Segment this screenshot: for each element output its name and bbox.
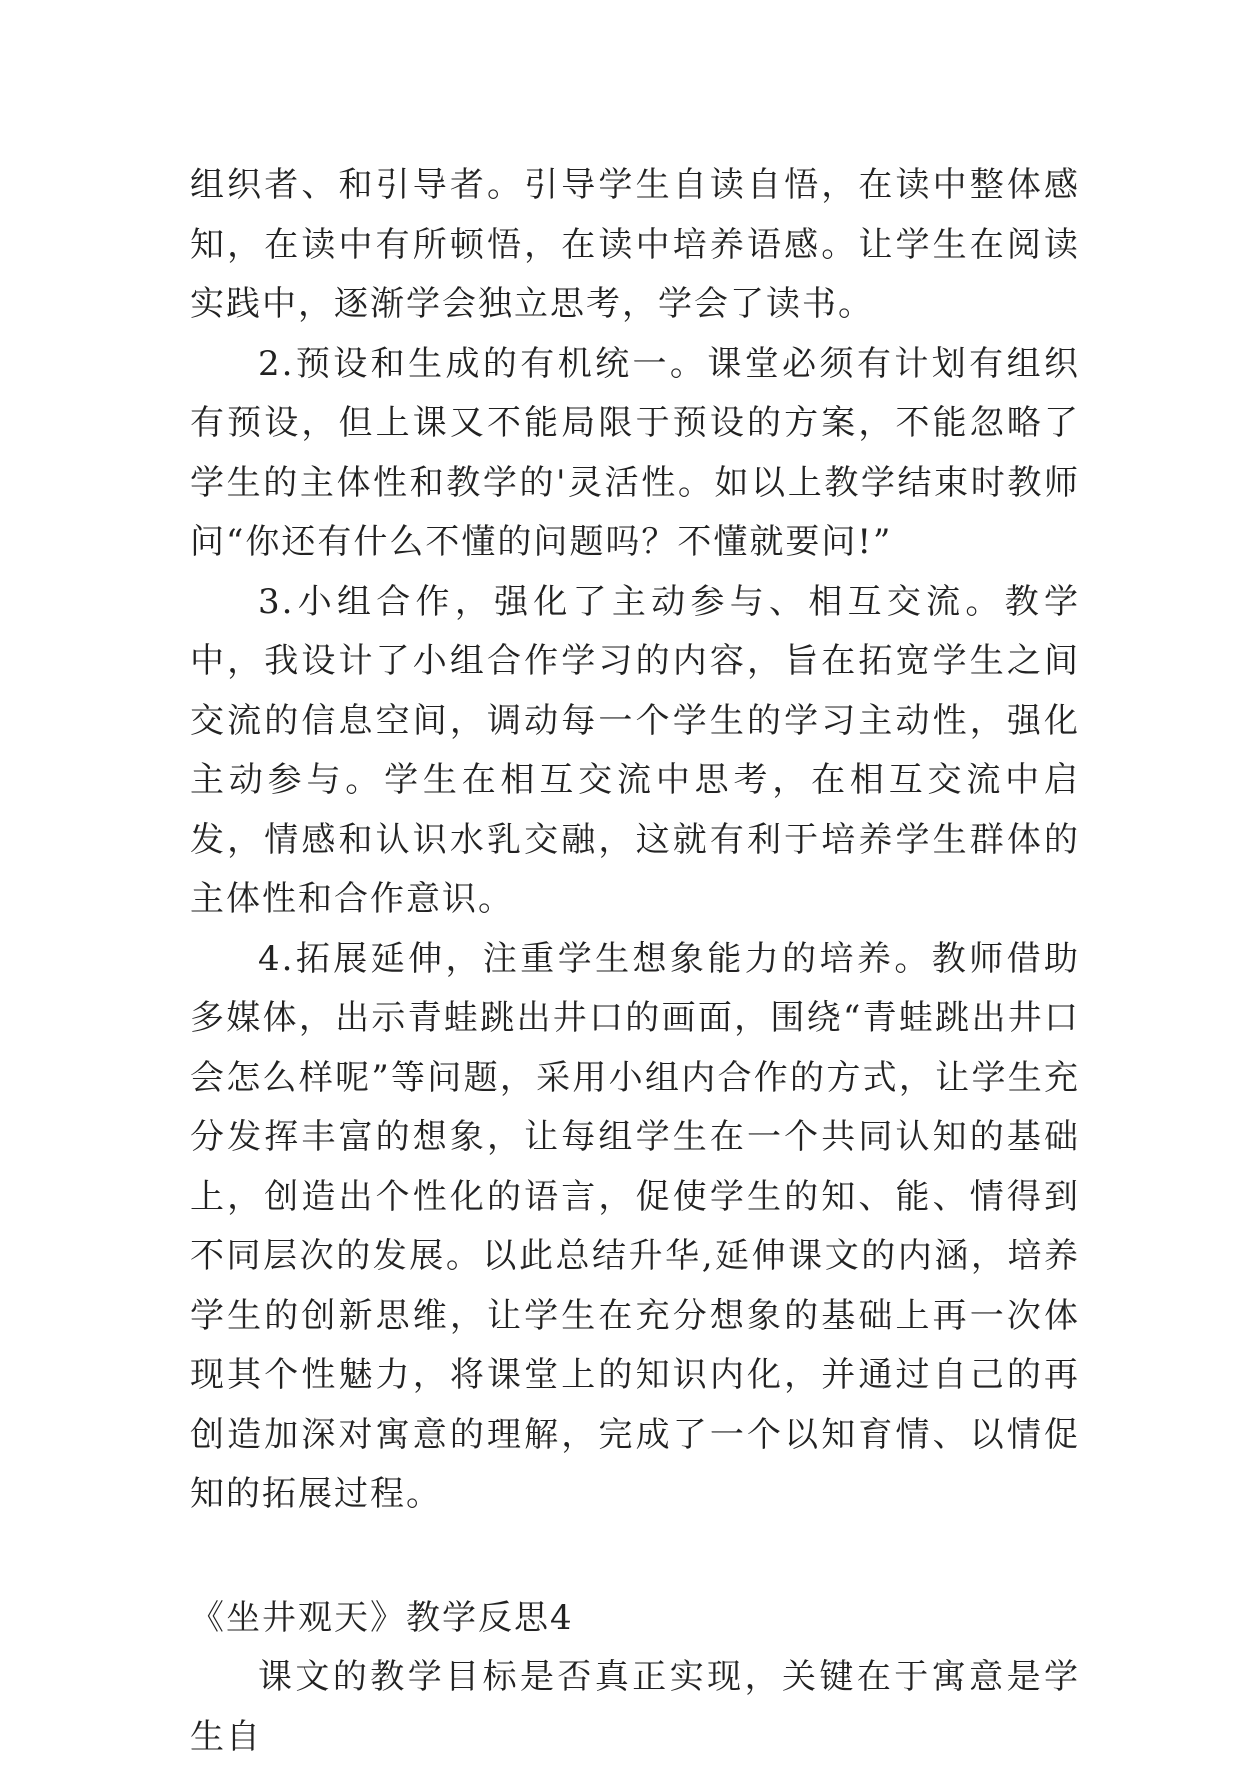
document-body: [190, 156, 1080, 1767]
paragraph-point-2: 2.预设和生成的有机统一。课堂必须有计划有组织有预设，但上课又不能局限于预设的方案，不能忽略了学生的主体性和教学的'灵活性。如以上教学结束时教师问“你还有什么不懂的问题吗？不懂就要问!”: [190, 343, 1080, 562]
paragraph-point-4: 4.拓展延伸，注重学生想象能力的培养。教师借助多媒体，出示青蛙跳出井口的画面，围绕“青蛙跳出井口会怎么样呢”等问题，采用小组内合作的方式，让学生充分发挥丰富的想象，让每组学生在一个共同认知的基础上，创造出个性化的语言，促使学生的知、能、情得到不同层次的发展。以此总结升华,延伸课文的内涵，培养学生的创新思维，让学生在充分想象的基础上再一次体现其个性魅力，将课堂上的知识内化，并通过自己的再创造加深对寓意的理解，完成了一个以知育情、以情促知的拓展过程。: [190, 938, 1080, 1514]
section-title: 《坐井观天》教学反思4: [190, 1597, 574, 1638]
section-paragraph: 课文的教学目标是否真正实现，关键在于寓意是学生自: [190, 1657, 1080, 1757]
paragraph-continuation: 组织者、和引导者。引导学生自读自悟，在读中整体感知，在读中有所顿悟，在读中培养语感。让学生在阅读实践中，逐渐学会独立思考，学会了读书。: [190, 165, 1080, 324]
paragraph-point-3: 3.小组合作，强化了主动参与、相互交流。教学中，我设计了小组合作学习的内容，旨在拓宽学生之间交流的信息空间，调动每一个学生的学习主动性，强化主动参与。学生在相互交流中思考，在相互交流中启发，情感和认识水乳交融，这就有利于培养学生群体的主体性和合作意识。: [190, 581, 1080, 919]
